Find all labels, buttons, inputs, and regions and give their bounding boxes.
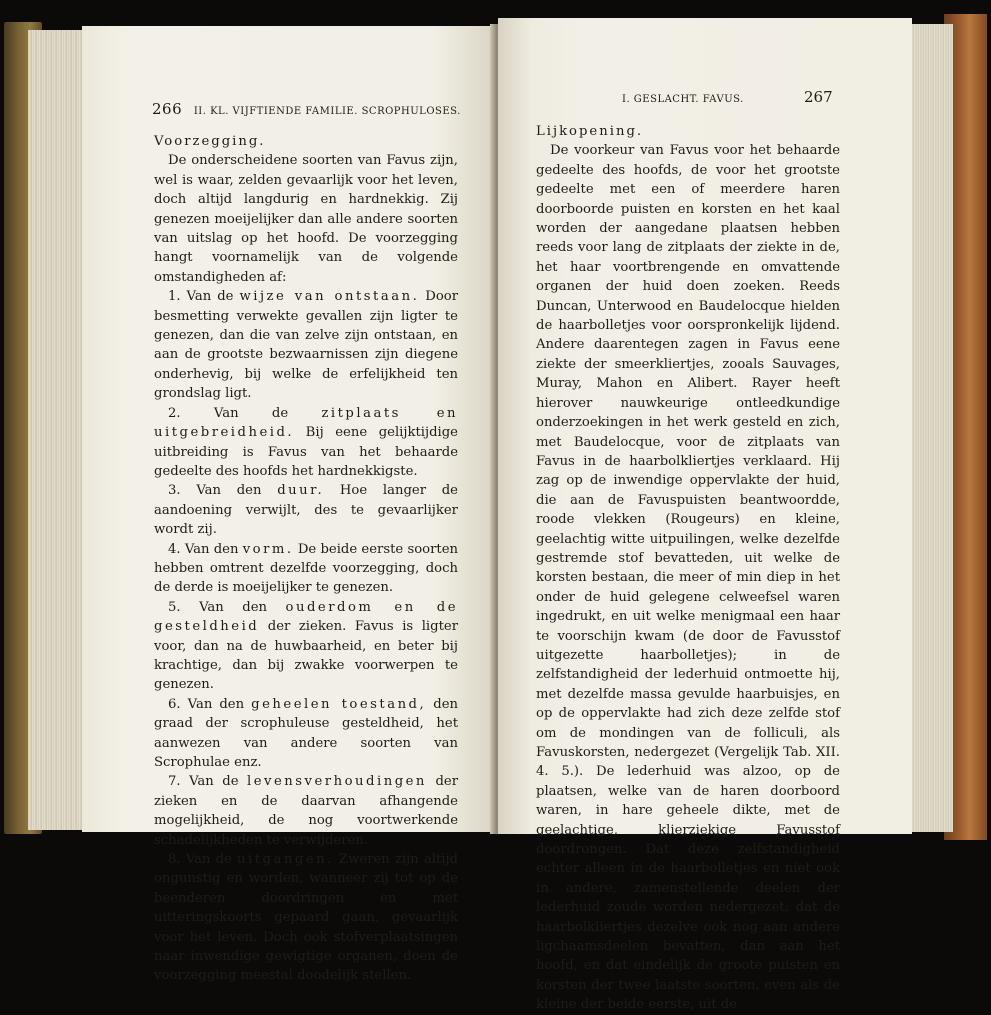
paragraph-text: den graad der scrophuleuse gesteldheid, het aanwezen van andere soorten van Scrophulae enz. [154, 696, 459, 770]
left-page-edges [28, 30, 84, 830]
paragraph-spaced-term: geheelen toestand, [251, 696, 427, 712]
paragraph-spaced-term: levensverhoudingen [247, 774, 427, 790]
paragraph-spaced-term: wijze van ontstaan. [239, 289, 420, 305]
left-paragraph [154, 151, 458, 287]
paragraph-text: Hoe langer de aandoening verwijlt, des te gevaarlijker wordt zij. [154, 483, 458, 538]
right-running-head [622, 94, 744, 105]
paragraph-spaced-term: duur. [277, 483, 325, 499]
paragraph-text: Door besmetting verwekte gevallen zijn ligter te genezen, dan die van zelve zijn ontstaan, en aan de grootste bezwaarnissen zijn diegene onderhevig, bij welke de erfelijkheid ten grondslag ligt. [154, 289, 459, 402]
right-body-text [536, 122, 840, 1015]
paragraph-lead: 1. Van de [168, 289, 240, 305]
left-page [82, 26, 496, 984]
left-paragraph [154, 695, 458, 773]
paragraph-lead: 6. Van den [168, 696, 252, 712]
left-body-text [154, 132, 458, 986]
paragraph-text: der zieken en de daarvan afhangende mogelijkheid, de nog voortwerkende schadelijkheden te verwijderen. [154, 774, 458, 848]
paragraph-lead: 3. Van den [168, 483, 278, 499]
paragraph-text: De beide eerste soorten hebben omtrent dezelfde voorzegging, doch de derde is moeijelijker te genezen. [154, 541, 458, 596]
paragraph-spaced-term: ouderdom en de gesteldheid [154, 599, 458, 635]
book-spread [4, 14, 987, 1013]
left-section-heading: Voorzegging. [154, 134, 266, 149]
right-page-edges [909, 24, 953, 832]
left-paragraph [154, 404, 458, 482]
right-page [498, 18, 912, 1013]
left-paragraph [154, 598, 458, 695]
right-running-head-title: I. GESLACHT. FAVUS. [622, 94, 744, 105]
left-running-head-title: II. KL. VIJFTIENDE FAMILIE. SCROPHULOSES. [193, 106, 461, 117]
paragraph-text: der zieken. Favus is ligter voor, dan na de huwbaarheid, en beter bij krachtige, dan bij zwakke voorwerpen te genezen. [154, 619, 458, 693]
right-page-number: 267 [804, 88, 833, 106]
paragraph-lead: 7. Van de [168, 774, 248, 790]
right-section-heading: Lijkopening. [536, 124, 644, 139]
paragraph-spaced-term: zitplaats en uitgebreidheid. [154, 405, 459, 441]
left-page-number: 266 [152, 100, 183, 118]
left-running-head [152, 100, 461, 118]
left-paragraph [154, 287, 458, 403]
paragraph-text: Bij eene gelijktijdige uitbreiding is Favus van het behaarde gedeelte des hoofds het hardnekkigste. [154, 425, 458, 479]
paragraph-lead: 8. Van de [168, 852, 238, 868]
left-paragraph [154, 481, 458, 539]
left-paragraph [154, 850, 458, 986]
paragraph-text: Zweren zijn altijd ongunstig en worden, wanneer zij tot op de beenderen doordringen en met uitteringskoorts gepaard gaan, gevaarlijk voor het leven. Doch ook stofverplaatsingen naar inwendige gewigtige organen, doen de voorzegging meestal doodelijk stellen. [154, 852, 459, 984]
paragraph-spaced-term: vorm. [242, 541, 294, 557]
left-paragraph [154, 772, 458, 850]
paragraph-lead: 5. Van den [168, 599, 286, 615]
paragraph-spaced-term: uitgangen. [237, 852, 334, 868]
left-paragraph [154, 540, 458, 598]
paragraph-lead: 2. Van de [168, 405, 322, 421]
paragraph-lead: 4. Van den [168, 541, 243, 557]
right-paragraph: De voorkeur van Favus voor het behaarde gedeelte des hoofds, de voor het grootste gedeelte met een of meerdere haren doorboorde puisten en korsten en het kaal worden der aangedane plaatsen hebben reeds voor lang de zitplaats der ziekte in de, het haar voortbrengende en omvattende organen der huid doen zoeken. Reeds Duncan, Unterwood en Baudelocque hielden de haarbolletjes voor oorspronkelijk lijdend. Andere daarentegen zagen in Favus eene ziekte der smeerkliertjes, zooals Sauvages, Muray, Mahon en Alibert. Rayer heeft hierover nauwkeurige ontleedkundige onderzoekingen in het werk gesteld en zich, met Baudelocque, voor de zitplaats van Favus in de haarbolkliertjes verklaard. Hij zag op de inwendige oppervlakte der huid, die aan de Favuspuisten beantwoordde, roode vlekken (Rougeurs) en kleine, geelachtig witte uitpuilingen, welke dezelfde gestremde stof bevatteden, uit welke de korsten bestaan, die meer of min diep in het onder de huid gelegene celweefsel waren ingedrukt, en uit welke menigmaal een haar te voorschijn kwam (de door de Favusstof uitgezette haarbolletjes); in de zelfstandigheid der lederhuid ontmoette hij, met dezelfde massa gevulde haarbuisjes, en op de oppervlakte had zich deze zelfde stof om de mondingen van de folliculi, als Favuskorsten, nedergezet (Vergelijk Tab. XII. 4. 5.). De lederhuid was alzoo, op de plaatsen, welke van de haren doorboord waren, in hare geheele dikte, met de geelachtige, klierziekige Favusstof doordrongen. Dat deze zelfstandigheid echter alleen in de haarbolletjes en niet ook in andere, zamenstellende deelen der lederhuid zoude worden nedergezet; dat de haarbolkliertjes dezelve ook nog aan andere ligchaamsdeelen bevatten, dan aan het hoofd, en dat eindelijk de groote puisten en korsten der twee laatste soorten, even als de kleine der beide eerste, uit de [536, 143, 840, 1013]
paragraph-text: De onderscheidene soorten van Favus zijn, wel is waar, zelden gevaarlijk voor het leven, doch altijd langdurig en hardnekkig. Zij genezen moeijelijker dan alle andere soorten van uitslag op het hoofd. De voorzegging hangt voornamelijk van de volgende omstandigheden af: [154, 153, 458, 285]
